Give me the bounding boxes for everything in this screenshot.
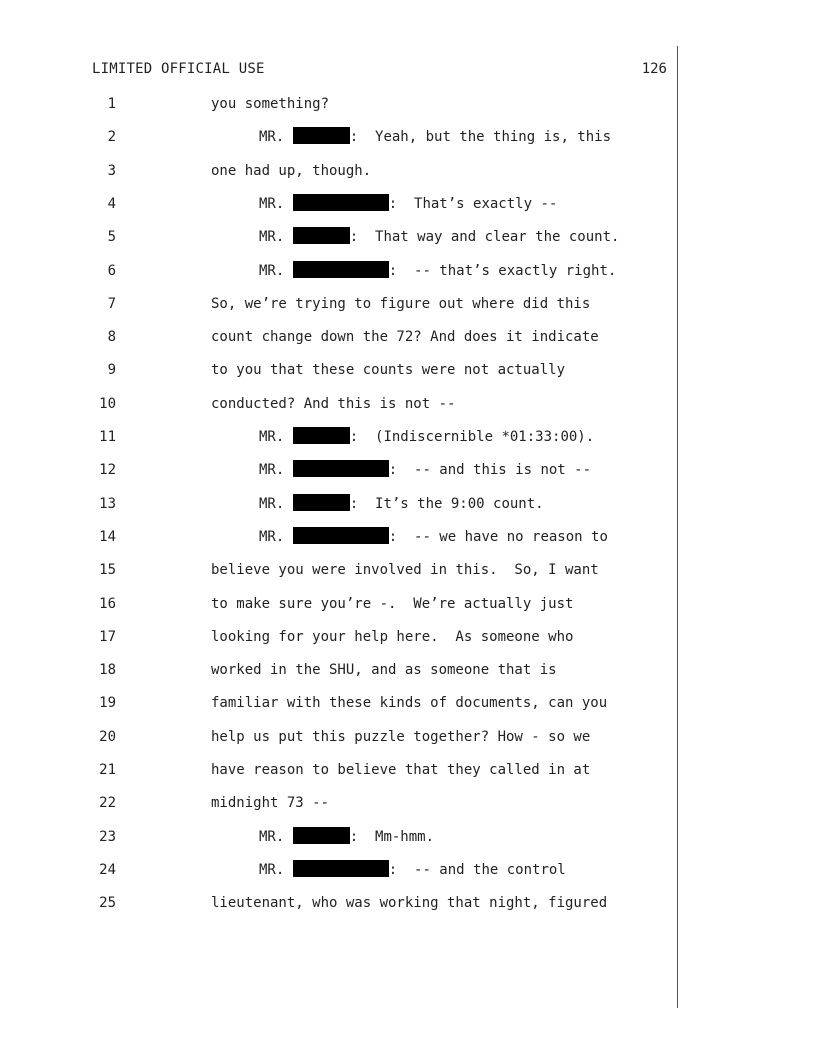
line-text [259,227,619,247]
redaction-box [293,194,389,211]
line-number: 6 [107,262,116,279]
line-text: to make sure you’re -. We’re actually just [211,595,574,612]
redaction-box [293,261,389,278]
line-number: 9 [107,362,116,379]
line-number: 2 [107,129,116,146]
line-text: familiar with these kinds of documents, can you [211,695,608,712]
line-number: 10 [99,395,116,412]
speaker-label: MR. [259,195,285,212]
line-number: 5 [107,229,116,246]
line-text: worked in the SHU, and as someone that is [211,662,557,679]
speaker-label: MR. [259,861,285,878]
line-text [259,494,544,514]
page-number: 126 [641,61,667,77]
line-text [259,427,594,447]
line-number: 4 [107,195,116,212]
speaker-label: MR. [259,828,285,845]
line-text [259,827,434,847]
dialogue-text: : (Indiscernible *01:33:00). [349,429,595,445]
line-number: 19 [99,695,116,712]
line-number: 25 [99,895,116,912]
header-classification: LIMITED OFFICIAL USE [92,61,265,77]
line-number: 12 [99,462,116,479]
line-number: 7 [107,295,116,312]
line-text: So, we’re trying to figure out where did this [211,295,591,312]
line-text [259,860,566,880]
line-number: 24 [99,861,116,878]
dialogue-text: : That’s exactly -- [388,195,558,212]
line-number: 14 [99,528,116,545]
line-number: 1 [107,96,116,112]
line-number: 22 [99,795,116,812]
redaction-box [293,127,350,144]
line-text: looking for your help here. As someone who [211,628,574,645]
line-text [259,460,591,480]
line-number: 11 [99,429,116,445]
line-number: 23 [99,828,116,845]
speaker-label: MR. [259,229,285,246]
dialogue-text: : It’s the 9:00 count. [349,495,544,512]
line-text: to you that these counts were not actually [211,362,566,379]
line-number: 13 [99,495,116,512]
line-text: you something? [211,96,330,112]
dialogue-text: : -- and the control [388,861,566,878]
speaker-label: MR. [259,262,285,279]
redaction-box [293,227,350,244]
line-text [259,527,608,547]
dialogue-text: : That way and clear the count. [349,229,620,246]
dialogue-text: : -- that’s exactly right. [388,262,617,279]
line-text [259,127,611,147]
speaker-label: MR. [259,429,285,445]
line-text: count change down the 72? And does it indicate [211,329,599,346]
line-number: 21 [99,762,116,778]
redaction-box [293,427,350,444]
dialogue-text: : -- we have no reason to [388,528,608,545]
line-number: 17 [99,628,116,645]
speaker-label: MR. [259,462,285,479]
dialogue-text: : Mm-hmm. [349,828,435,845]
line-number: 18 [99,662,116,679]
line-text: believe you were involved in this. So, I want [211,562,599,579]
line-text: one had up, though. [211,162,372,179]
margin-rule [677,46,678,1008]
redaction-box [293,860,389,877]
redaction-box [293,827,350,844]
line-number: 3 [107,162,116,179]
line-number: 8 [107,329,116,346]
line-number: 16 [99,595,116,612]
dialogue-text: : Yeah, but the thing is, this [349,129,612,146]
line-text: conducted? And this is not -- [211,395,456,412]
line-text: midnight 73 -- [211,795,330,812]
speaker-label: MR. [259,528,285,545]
redaction-box [293,527,389,544]
line-text: help us put this puzzle together? How - so we [211,728,591,745]
speaker-label: MR. [259,129,285,146]
redaction-box [293,460,389,477]
line-text: have reason to believe that they called in at [211,762,591,778]
redaction-box [293,494,350,511]
speaker-label: MR. [259,495,285,512]
dialogue-text: : -- and this is not -- [388,462,592,479]
line-text [259,261,616,281]
line-text [259,194,557,214]
line-number: 20 [99,728,116,745]
line-number: 15 [99,562,116,579]
line-text: lieutenant, who was working that night, figured [211,895,608,912]
